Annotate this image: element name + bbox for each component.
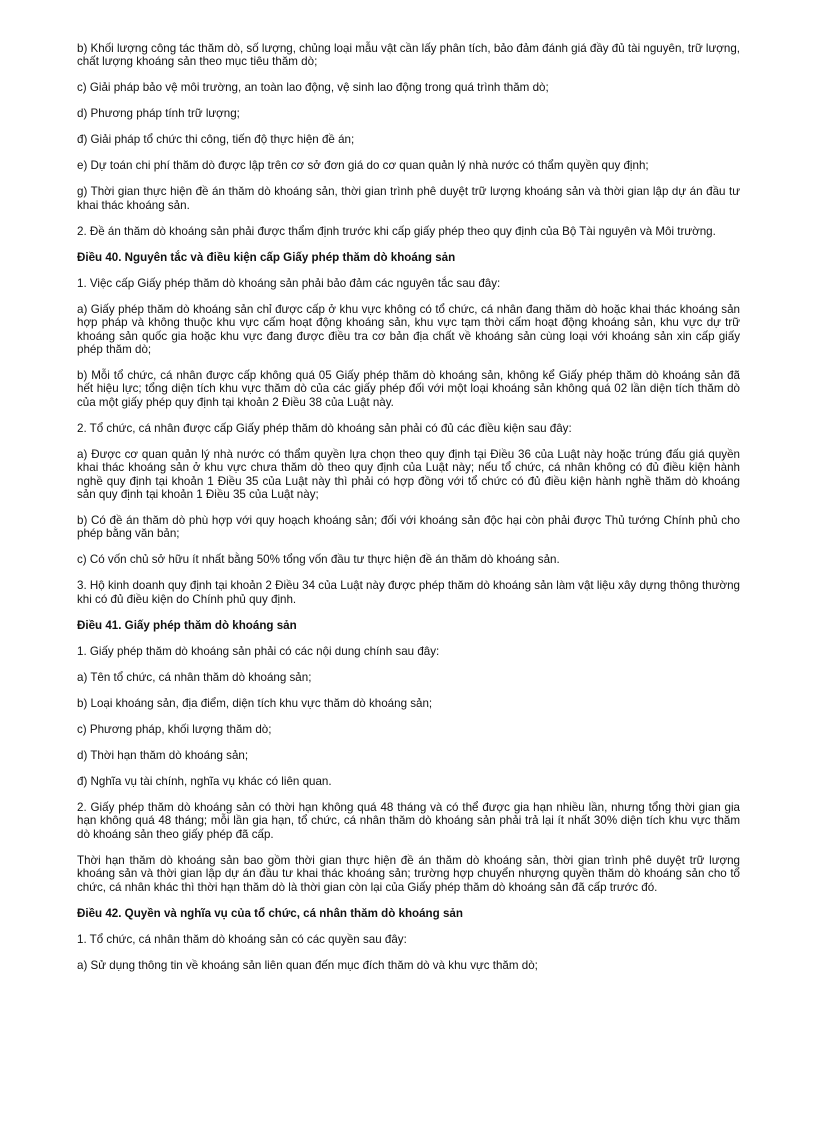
paragraph: b) Khối lượng công tác thăm dò, số lượng, chủng loại mẫu vật cần lấy phân tích, bảo đảm đánh giá đầy đủ tài nguyên, trữ lượng, chất lượng khoáng sản theo mục tiêu thăm dò; — [77, 42, 740, 69]
paragraph: đ) Giải pháp tổ chức thi công, tiến độ thực hiện đề án; — [77, 133, 355, 147]
paragraph: a) Giấy phép thăm dò khoáng sản chỉ được cấp ở khu vực không có tổ chức, cá nhân đang thăm dò hoặc khai thác khoáng sản hợp pháp và không thuộc khu vực cấm hoạt động khoáng sản, khu vực tạm thời cấm hoạt động khoáng sản, khu vực dự trữ khoáng sản quốc gia hoặc khu vực đang được điều tra cơ bản địa chất về khoáng sản cùng loại với khoáng sản xin cấp giấy phép thăm dò; — [77, 302, 740, 357]
paragraph: a) Sử dụng thông tin về khoáng sản liên quan đến mục đích thăm dò và khu vực thăm dò; — [77, 958, 538, 972]
paragraph: a) Tên tổ chức, cá nhân thăm dò khoáng sản; — [77, 670, 312, 684]
article-heading-42: Điều 42. Quyền và nghĩa vụ của tổ chức, cá nhân thăm dò khoáng sản — [77, 906, 463, 920]
paragraph: d) Thời hạn thăm dò khoáng sản; — [77, 748, 249, 762]
paragraph: Thời hạn thăm dò khoáng sản bao gồm thời gian thực hiện đề án thăm dò khoáng sản, thời gian trình phê duyệt trữ lượng khoáng sản và thời gian lập dự án đầu tư khai thác khoáng sản; trường hợp chuyển nhượng quyền thăm dò khoáng sản cho tổ chức, cá nhân khác thì thời hạn thăm dò là thời gian còn lại của Giấy phép thăm dò khoáng sản đã cấp trước đó. — [77, 853, 740, 894]
paragraph: c) Phương pháp, khối lượng thăm dò; — [77, 722, 272, 736]
article-heading-40: Điều 40. Nguyên tắc và điều kiện cấp Giấy phép thăm dò khoáng sản — [77, 250, 456, 264]
paragraph: 1. Việc cấp Giấy phép thăm dò khoáng sản phải bảo đảm các nguyên tắc sau đây: — [77, 276, 501, 290]
paragraph: c) Giải pháp bảo vệ môi trường, an toàn lao động, vệ sinh lao động trong quá trình thăm dò; — [77, 81, 549, 95]
paragraph: 1. Giấy phép thăm dò khoáng sản phải có các nội dung chính sau đây: — [77, 644, 440, 658]
article-heading-41: Điều 41. Giấy phép thăm dò khoáng sản — [77, 618, 297, 632]
paragraph: 3. Hộ kinh doanh quy định tại khoản 2 Điều 34 của Luật này được phép thăm dò khoáng sản làm vật liệu xây dựng thông thường khi có đủ điều kiện do Chính phủ quy định. — [77, 579, 740, 606]
paragraph: đ) Nghĩa vụ tài chính, nghĩa vụ khác có liên quan. — [77, 774, 332, 788]
paragraph: b) Mỗi tổ chức, cá nhân được cấp không quá 05 Giấy phép thăm dò khoáng sản, không kể Giấy phép thăm dò khoáng sản đã hết hiệu lực; tổng diện tích khu vực thăm dò của các giấy phép đối với một loại khoáng sản không quá 02 lần diện tích thăm dò của một giấy phép quy định tại khoản 2 Điều 38 của Luật này. — [77, 369, 740, 409]
paragraph: 2. Tổ chức, cá nhân được cấp Giấy phép thăm dò khoáng sản phải có đủ các điều kiện sau đây: — [77, 421, 572, 435]
paragraph: g) Thời gian thực hiện đề án thăm dò khoáng sản, thời gian trình phê duyệt trữ lượng khoáng sản và thời gian lập dự án đầu tư khai thác khoáng sản. — [77, 185, 740, 212]
paragraph: 2. Đề án thăm dò khoáng sản phải được thẩm định trước khi cấp giấy phép theo quy định của Bộ Tài nguyên và Môi trường. — [77, 224, 716, 238]
paragraph: b) Loại khoáng sản, địa điểm, diện tích khu vực thăm dò khoáng sản; — [77, 696, 433, 710]
paragraph: a) Được cơ quan quản lý nhà nước có thẩm quyền lựa chọn theo quy định tại Điều 36 của Luật này hoặc trúng đấu giá quyền khai thác khoáng sản ở khu vực chưa thăm dò theo quy định của Luật này; nếu tổ chức, cá nhân không có đủ điều kiện hành nghề quy định tại khoản 1 Điều 35 của Luật này thì phải có hợp đồng với tổ chức có đủ điều kiện hành nghề thăm dò khoáng sản quy định tại khoản 1 Điều 35 của Luật này; — [77, 447, 740, 502]
paragraph: e) Dự toán chi phí thăm dò được lập trên cơ sở đơn giá do cơ quan quản lý nhà nước có thẩm quyền quy định; — [77, 159, 649, 173]
paragraph: b) Có đề án thăm dò phù hợp với quy hoạch khoáng sản; đối với khoáng sản độc hại còn phải được Thủ tướng Chính phủ cho phép bằng văn bản; — [77, 514, 740, 541]
paragraph: 2. Giấy phép thăm dò khoáng sản có thời hạn không quá 48 tháng và có thể được gia hạn nhiều lần, nhưng tổng thời gian gia hạn không quá 48 tháng; mỗi lần gia hạn, tổ chức, cá nhân thăm dò khoáng sản phải trả lại ít nhất 30% diện tích khu vực thăm dò khoáng sản theo giấy phép đã cấp. — [77, 800, 740, 841]
paragraph: 1. Tổ chức, cá nhân thăm dò khoáng sản có các quyền sau đây: — [77, 932, 407, 946]
paragraph: d) Phương pháp tính trữ lượng; — [77, 107, 240, 121]
paragraph: c) Có vốn chủ sở hữu ít nhất bằng 50% tổng vốn đầu tư thực hiện đề án thăm dò khoáng sản. — [77, 553, 560, 567]
